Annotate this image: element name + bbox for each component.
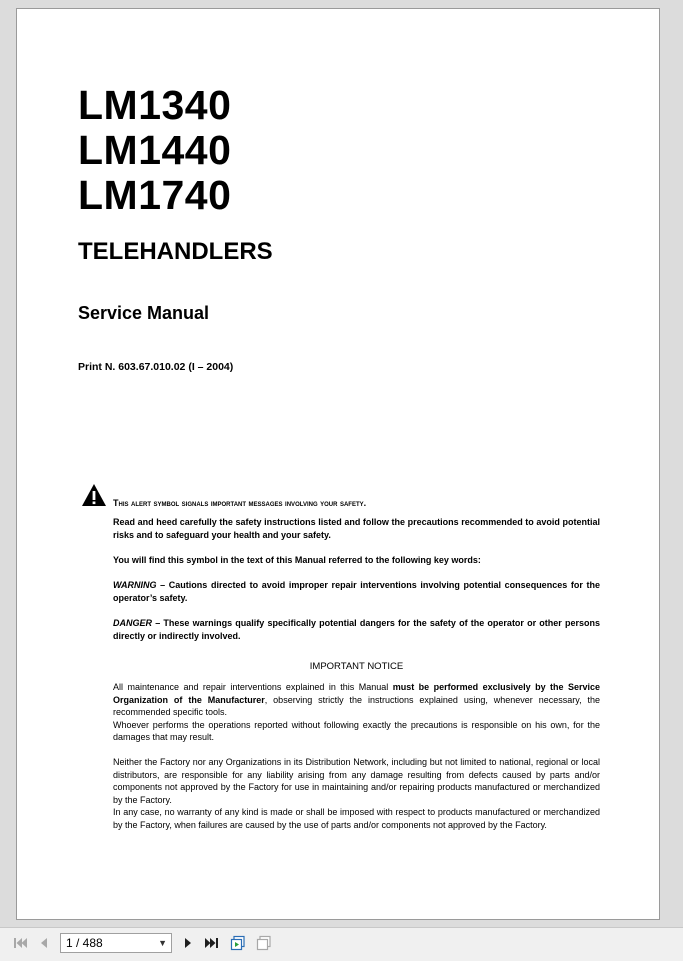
notice-block-1 [113,681,600,744]
warning-keyword: WARNING [113,580,157,590]
notice-p2: Whoever performs the operations reported without following exactly the precautions is responsible on his own, for the damages that may result. [113,719,600,742]
warning-text: – Cautions directed to avoid improper repair interventions involving potential consequences for the operator’s safety. [113,580,600,603]
notice-title: IMPORTANT NOTICE [309,661,404,672]
page-number-select[interactable] [60,933,172,953]
model-title-3: LM1740 [78,172,232,218]
notice-block-2 [113,756,600,831]
previous-page-icon[interactable] [36,935,52,951]
danger-text: – These warnings qualify specifically potential dangers for the safety of the operator or other persons directly or indirectly involved. [113,618,600,641]
notice-p1-start: All maintenance and repair interventions explained in this Manual [113,682,393,692]
notice-p1-end: , observing strictly the instructions explained using, whenever necessary, the recommended specific tools. [113,694,600,717]
notice-p3: Neither the Factory nor any Organizations in its Distribution Network, including but not limited to national, regional or local distributors, are responsible for any liability arising from any damage resulting from defects caused by parts and/or components not approved by the Factory for use in maintaining and/or repairing products manufactured or merchandized by the Factory. [113,757,600,805]
viewer-toolbar [0,927,683,961]
notice-p4: In any case, no warranty of any kind is made or shall be imposed with respect to products manufactured or merchandized by the Factory, when failures are caused by the use of parts and/or components not approved by the Factory. [113,807,600,830]
safety-paragraph-2: You will find this symbol in the text of this Manual referred to the following key words: [113,555,481,565]
warning-paragraph [113,579,600,604]
next-page-icon[interactable] [180,935,196,951]
warning-triangle-icon [81,483,107,507]
last-page-icon[interactable] [204,935,220,951]
danger-keyword: DANGER [113,618,153,628]
fit-page-icon[interactable] [230,935,246,951]
alert-heading: This alert symbol signals important messages involving your safety. [113,498,367,508]
document-page [16,8,660,920]
document-type: Service Manual [78,303,210,323]
page-indicator: 1 / 488 [66,936,103,950]
two-page-view-icon[interactable] [256,935,272,951]
print-number: Print N. 603.67.010.02 (I – 2004) [78,361,234,373]
chevron-down-icon: ▼ [158,938,167,948]
danger-paragraph [113,617,600,642]
safety-paragraph-1: Read and heed carefully the safety instructions listed and follow the precautions recommended to avoid potential risks and to safeguard your health and your safety. [113,517,600,540]
notice-p1-bold: must be performed exclusively by the Service Organization of the Manufacturer [113,682,601,705]
first-page-icon[interactable] [12,935,28,951]
document-subtitle: TELEHANDLERS [78,238,273,265]
model-title-1: LM1340 [78,82,232,128]
model-title-2: LM1440 [78,127,232,173]
